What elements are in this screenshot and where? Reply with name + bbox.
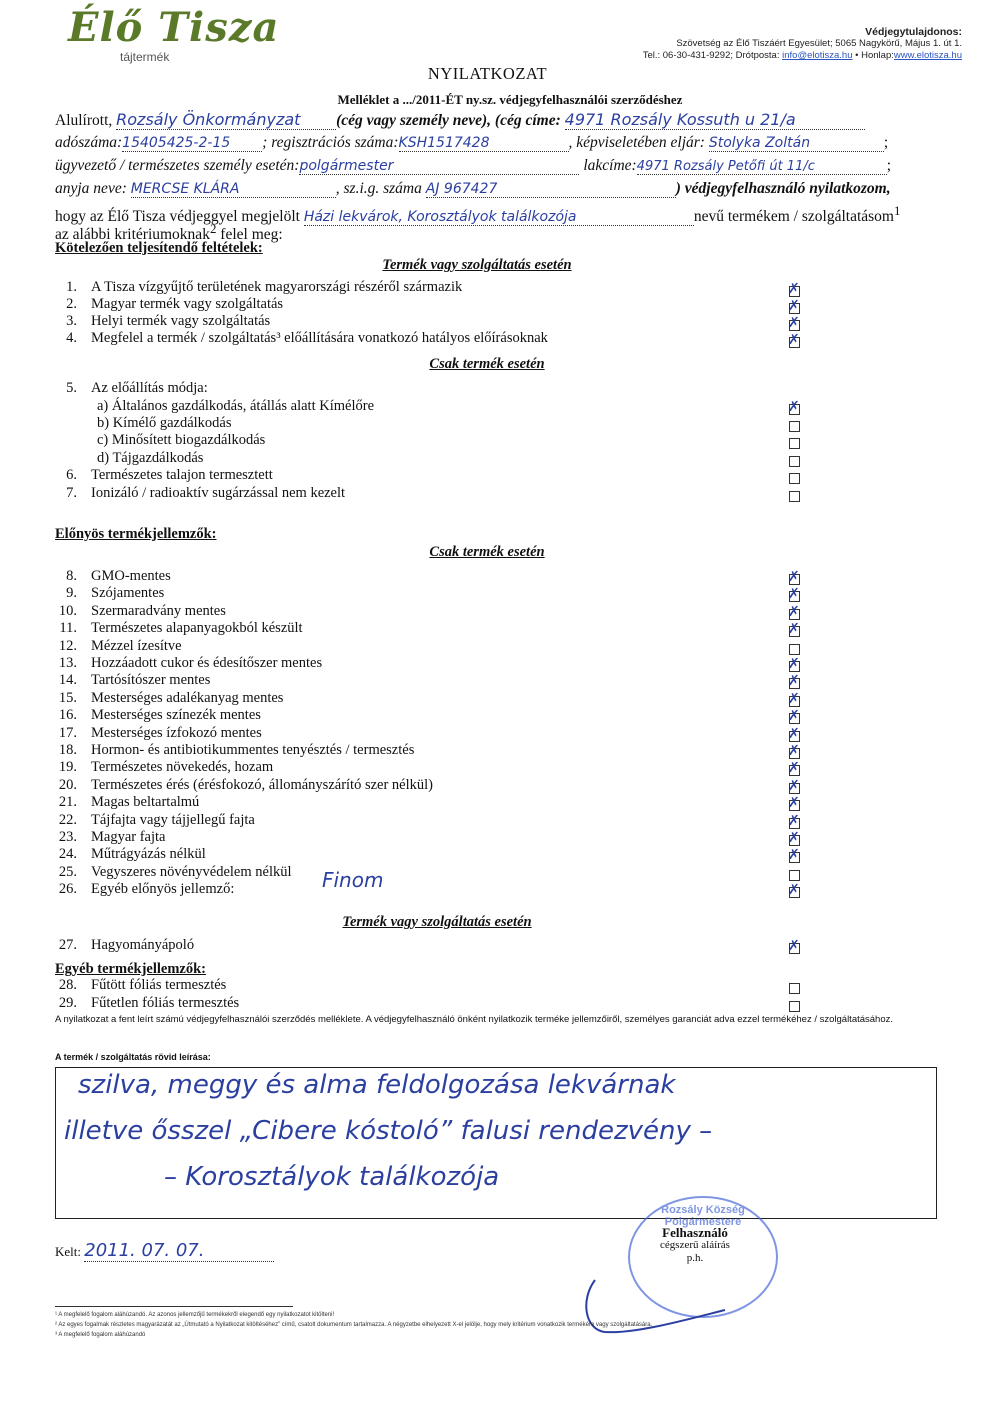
owner-contact: Tel.: 06-30-431-9292; Drótposta: info@elotisza.hu • Honlap:www.elotisza.hu	[642, 50, 962, 61]
caption-csak-termek: Csak termék esetén	[429, 356, 545, 372]
criterion-item: 6. Természetes talajon termesztett	[66, 467, 273, 483]
checkbox-29[interactable]	[789, 1001, 800, 1012]
checkbox-10[interactable]	[789, 609, 800, 620]
criterion-item: 9. Szójamentes	[66, 585, 165, 602]
checkbox-26[interactable]	[789, 887, 800, 898]
checkbox-20[interactable]	[789, 783, 800, 794]
criterion-item: 12. Mézzel ízesítve	[58, 637, 182, 654]
description-line: szilva, meggy és alma feldolgozása lekvárnak	[78, 1070, 676, 1100]
criterion-item: 29. Fűtetlen fóliás termesztés	[58, 995, 240, 1011]
description-line: – Korosztályok találkozója	[164, 1162, 500, 1192]
criterion-item: 1. A Tisza vízgyűjtő területének magyarországi részéről származik	[66, 279, 463, 295]
checkbox-19[interactable]	[789, 765, 800, 776]
description-box[interactable]	[55, 1067, 937, 1219]
owner-title: Védjegytulajdonos:	[865, 26, 962, 38]
form-line-2: adószáma:15405425-2-15 ; regisztrációs száma:KSH1517428 , képviseletében eljár: Stolyka Zoltán ;	[55, 134, 889, 151]
criterion-item: 5. Az előállítás módja:	[66, 380, 208, 396]
section-elonyos: Előnyös termékjellemzők:	[55, 526, 217, 542]
form-line-5: hogy az Élő Tisza védjeggyel megjelölt Házi lekvárok, Korosztályok találkozója nevű termékem / szolgáltatásom$^1$	[55, 203, 901, 226]
checkbox-3[interactable]	[789, 320, 800, 331]
form-line-4: anyja neve: MERCSE KLÁRA , sz.i.g. száma AJ 967427 ) védjegyfelhasználó nyilatkozom,	[55, 180, 891, 197]
checkbox-13[interactable]	[789, 661, 800, 672]
checkbox-5d[interactable]	[789, 456, 800, 467]
owner-address: Szövetség az Élő Tiszáért Egyesület; 5065 Nagykörű, Május 1. út 1.	[676, 38, 962, 49]
termek-nev-field[interactable]: Házi lekvárok, Korosztályok találkozója	[304, 209, 694, 226]
checkbox-5b[interactable]	[789, 421, 800, 432]
criterion-item: 20. Természetes érés (érésfokozó, állományszárító szer nélkül)	[58, 776, 433, 793]
footnote-rule	[55, 1306, 293, 1307]
form-line-3: ügyvezető / természetes személy esetén:polgármester lakcíme:4971 Rozsály Petőfi út 11/c ;	[55, 157, 892, 174]
description-line: illetve ősszel „Cibere kóstoló” falusi rendezvény –	[64, 1116, 713, 1146]
declaration-note: A nyilatkozat a fent leírt számú védjegyfelhasználói szerződés melléklete. A védjegyfelhasználó önként nyilatkozik terméke jellemzőiről, személyes garanciát adva ezzel termékéhez / szolgáltatásához.	[55, 1014, 894, 1025]
anyja-neve-field[interactable]: MERCSE KLÁRA	[131, 181, 336, 198]
criterion-subitem: d) Tájgazdálkodás	[97, 450, 204, 466]
criterion-item: 24. Műtrágyázás nélkül	[58, 846, 206, 863]
criterion-item: 11. Természetes alapanyagokból készült	[59, 620, 303, 637]
adoszama-field[interactable]: 15405425-2-15	[122, 135, 262, 152]
signature-scribble	[575, 1270, 745, 1340]
checkbox-8[interactable]	[789, 574, 800, 585]
form-line-6: az alábbi kritériumoknak$^2$ felel meg:	[55, 221, 283, 244]
checkbox-4[interactable]	[789, 337, 800, 348]
reg-szam-field[interactable]: KSH1517428	[399, 135, 569, 152]
criterion-item: 19. Természetes növekedés, hozam	[58, 759, 274, 776]
checkbox-7[interactable]	[789, 491, 800, 502]
checkbox-15[interactable]	[789, 696, 800, 707]
ugyvezeto-field[interactable]: polgármester	[299, 158, 579, 175]
checkbox-12[interactable]	[789, 644, 800, 655]
checkbox-28[interactable]	[789, 983, 800, 994]
checkbox-24[interactable]	[789, 852, 800, 863]
owner-block	[643, 26, 962, 62]
checkbox-1[interactable]	[789, 286, 800, 297]
footnote-1: ¹ A megfelelő fogalom aláhúzandó. Az azonos jellemzőjű termékekről elegendő egy nyilatkozatot kitölteni!	[55, 1312, 335, 1318]
caption-csak-termek-2: Csak termék esetén	[429, 544, 545, 560]
owner-email-link[interactable]: info@elotisza.hu	[782, 50, 853, 61]
checkbox-11[interactable]	[789, 626, 800, 637]
kepviselo-field[interactable]: Stolyka Zoltán	[709, 135, 884, 152]
criterion-subitem: a) Általános gazdálkodás, átállás alatt Kímélőre	[97, 398, 375, 414]
criterion-item: 14. Tartósítószer mentes	[58, 672, 211, 689]
criterion-subitem: b) Kímélő gazdálkodás	[97, 415, 232, 431]
checkbox-17[interactable]	[789, 731, 800, 742]
lakcim-field[interactable]: 4971 Rozsály Petőfi út 11/c	[637, 159, 887, 175]
checkbox-22[interactable]	[789, 818, 800, 829]
checkbox-27[interactable]	[789, 943, 800, 954]
description-label: A termék / szolgáltatás rövid leírása:	[55, 1052, 211, 1062]
checkbox-18[interactable]	[789, 748, 800, 759]
criterion-item: 21. Magas beltartalmú	[58, 794, 200, 811]
criterion-item: 17. Mesterséges ízfokozó mentes	[58, 724, 262, 741]
section-kotelezo: Kötelezően teljesítendő feltételek:	[55, 240, 263, 256]
criterion-item: 4. Megfelel a termék / szolgáltatás³ előállítására vonatkozó hatályos előírásoknak	[66, 330, 548, 346]
criterion-item: 8. GMO-mentes	[66, 568, 171, 584]
logo-subtitle: tájtermék	[120, 50, 170, 64]
criterion-item: 7. Ionizáló / radioaktív sugárzással nem kezelt	[66, 485, 346, 501]
footnote-2: ² Az egyes fogalmak részletes magyarázatát az „Útmutató a Nyilatkozat kitöltéséhez” című, csatolt dokumentum tartalmazza. A négyzetbe elhelyezett X-el jelölje, hogy mely kritérium vonatkozik termékére vagy szolgáltatására.	[55, 1322, 653, 1328]
criterion-item: 27. Hagyományápoló	[58, 937, 195, 953]
form-line-1: Alulírott, Rozsály Önkormányzat (cég vagy személy neve), (cég címe: 4971 Rozsály Kossuth u 21/a	[55, 110, 865, 130]
criterion-item: 2. Magyar termék vagy szolgáltatás	[66, 296, 284, 312]
checkbox-25[interactable]	[789, 870, 800, 881]
criterion-item: 23. Magyar fajta	[58, 829, 166, 845]
checkbox-21[interactable]	[789, 800, 800, 811]
ceg-cime-field[interactable]: 4971 Rozsály Kossuth u 21/a	[565, 110, 865, 130]
criterion-subitem: c) Minősített biogazdálkodás	[97, 432, 266, 448]
criterion-item: 15. Mesterséges adalékanyag mentes	[58, 689, 284, 706]
document-title: NYILATKOZAT	[427, 64, 548, 83]
checkbox-9[interactable]	[789, 591, 800, 602]
document-subtitle: Melléklet a .../2011-ÉT ny.sz. védjegyfelhasználói szerződéshez	[337, 92, 683, 107]
footnote-3: ³ A megfelelő fogalom aláhúzandó	[55, 1332, 146, 1338]
criterion-item: 22. Tájfajta vagy tájjellegű fajta	[58, 811, 255, 828]
criterion-item: 3. Helyi termék vagy szolgáltatás	[66, 313, 271, 329]
checkbox-2[interactable]	[789, 303, 800, 314]
stamp-text: Rozsály Község Polgármestere	[661, 1204, 745, 1228]
checkbox-5a[interactable]	[789, 404, 800, 415]
criterion-item: 26. Egyéb előnyös jellemző:	[58, 881, 235, 898]
criterion-item: 28. Fűtött fóliás termesztés	[58, 977, 227, 993]
alulirott-field[interactable]: Rozsály Önkormányzat	[116, 110, 336, 130]
checkbox-5c[interactable]	[789, 438, 800, 449]
szig-szam-field[interactable]: AJ 967427	[426, 181, 676, 198]
checkbox-14[interactable]	[789, 678, 800, 689]
criterion-item: 16. Mesterséges színezék mentes	[58, 707, 261, 724]
owner-web-link[interactable]: www.elotisza.hu	[893, 50, 962, 61]
checkbox-23[interactable]	[789, 835, 800, 846]
criterion-item: 13. Hozzáadott cukor és édesítőszer mentes	[58, 655, 323, 671]
date-line: Kelt: 2011. 07. 07.	[55, 1240, 274, 1262]
section-egyeb: Egyéb termékjellemzők:	[55, 961, 206, 977]
caption-termek-vagy-szolg-2: Termék vagy szolgáltatás esetén	[342, 914, 532, 930]
criterion-item: 25. Vegyszeres növényvédelem nélkül	[58, 863, 292, 880]
caption-termek-vagy-szolg: Termék vagy szolgáltatás esetén	[382, 257, 572, 273]
criterion-item: 18. Hormon- és antibiotikummentes tenyésztés / termesztés	[58, 742, 415, 758]
checkbox-16[interactable]	[789, 713, 800, 724]
date-field[interactable]: 2011. 07. 07.	[84, 1240, 274, 1262]
criterion-item: 10. Szermaradvány mentes	[58, 602, 226, 619]
item26-value[interactable]: Finom	[322, 868, 384, 892]
signature-block: Felhasználó cégszerű aláírás p.h.	[660, 1225, 730, 1264]
logo: Élő Tisza	[68, 4, 280, 51]
checkbox-6[interactable]	[789, 473, 800, 484]
